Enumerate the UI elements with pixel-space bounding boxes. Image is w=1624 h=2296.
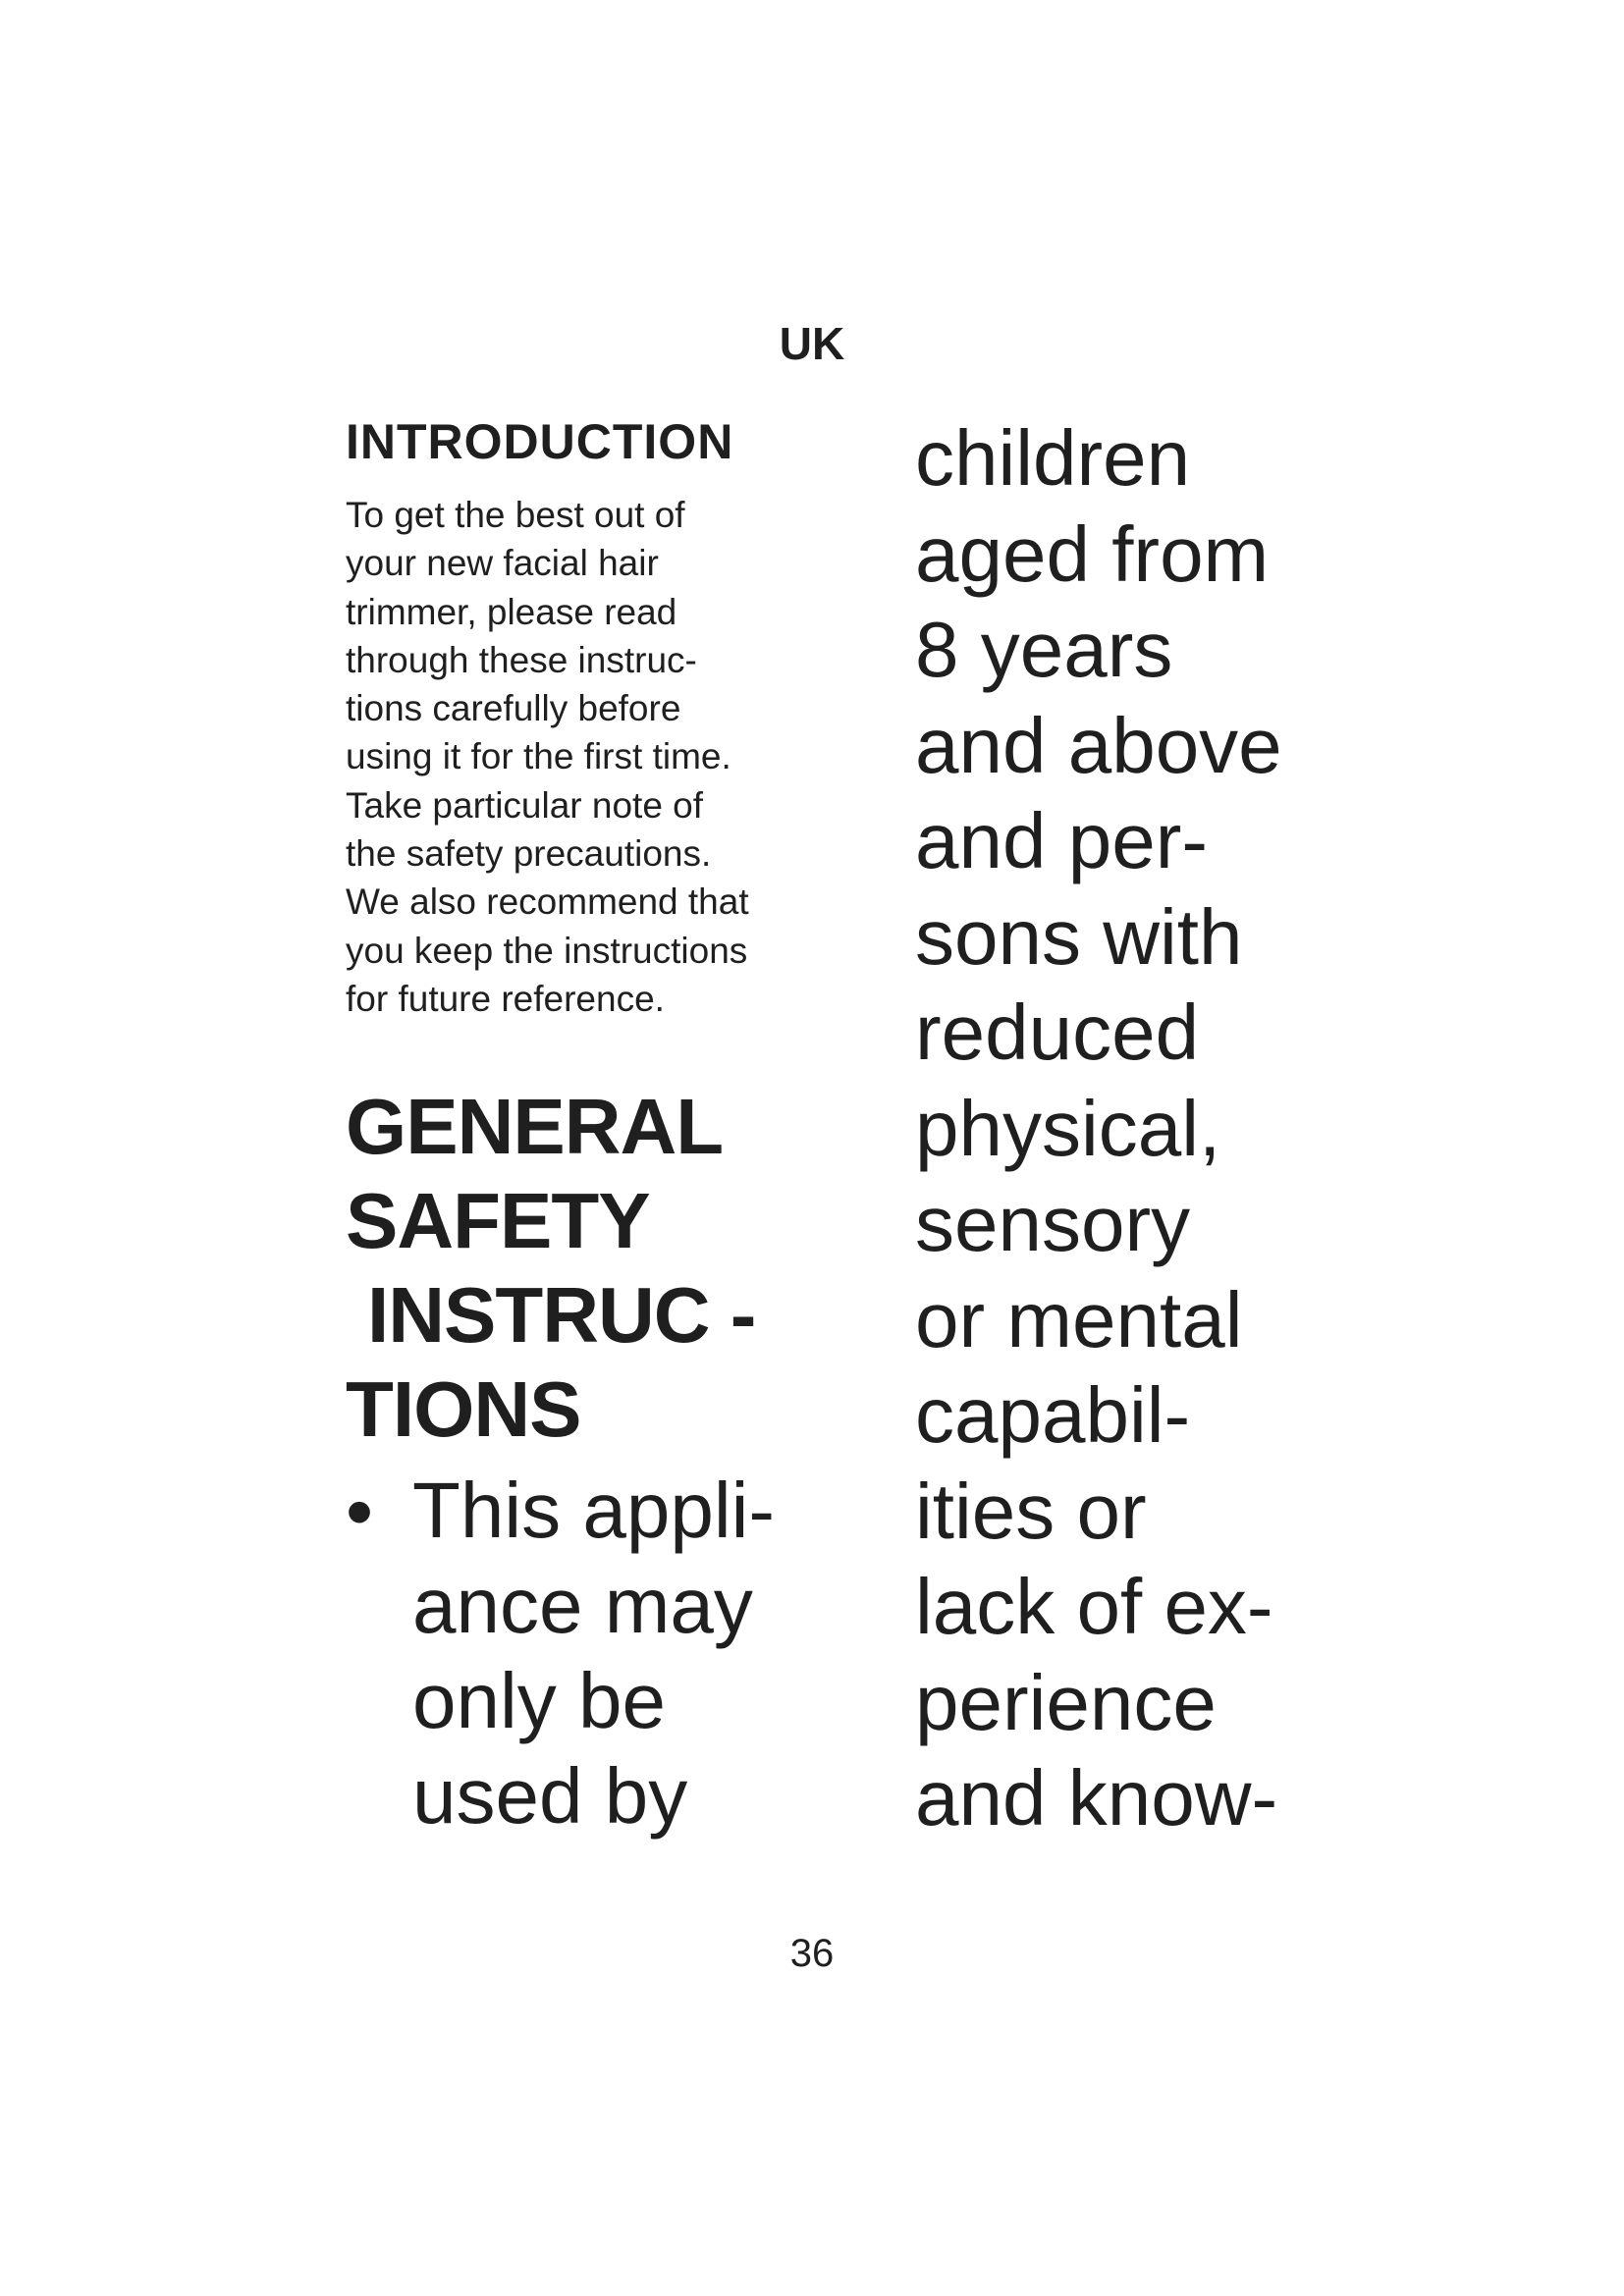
bullet-text-line: This appli-	[412, 1467, 776, 1555]
bullet-continuation-line: perience	[915, 1658, 1217, 1746]
introduction-line: for future reference.	[346, 978, 665, 1019]
introduction-line: through these instruc-	[346, 639, 697, 680]
bullet-continuation-line: sensory	[915, 1180, 1191, 1267]
introduction-line: We also recommend that	[346, 881, 749, 923]
safety-bullet-item	[346, 1463, 817, 1843]
bullet-continuation-line: sons with	[915, 892, 1243, 981]
bullet-continuation-line: capabil-	[915, 1371, 1191, 1459]
page-number: 36	[789, 1932, 835, 1975]
bullet-continuation-line: ities or	[915, 1467, 1147, 1555]
bullet-continuation-line: physical,	[915, 1084, 1221, 1172]
introduction-paragraph	[346, 491, 817, 1023]
safety-instructions-heading	[346, 1080, 817, 1457]
bullet-continuation-line: and above	[915, 701, 1282, 789]
right-column	[915, 410, 1347, 1846]
bullet-continuation-line: 8 years	[915, 606, 1173, 693]
introduction-line: your new facial hair	[346, 543, 659, 584]
bullet-continuation-line: children	[915, 414, 1191, 502]
bullet-continuation-line: lack of ex-	[915, 1563, 1273, 1650]
introduction-line: tions carefully before	[346, 688, 681, 729]
language-header: UK	[779, 318, 845, 369]
introduction-line: To get the best out of	[346, 495, 685, 535]
bullet-text-line: only be	[412, 1657, 666, 1745]
bullet-continuation-line: aged from	[915, 509, 1270, 598]
safety-heading-line: INSTRUC -	[367, 1271, 756, 1360]
left-column	[346, 412, 817, 1843]
bullet-continuation-line: or mental	[915, 1275, 1243, 1363]
bullet-text-line: used by	[412, 1752, 688, 1841]
bullet-text-line: ance may	[412, 1562, 753, 1650]
introduction-line: trimmer, please read	[346, 591, 677, 632]
introduction-line: you keep the instructions	[346, 930, 748, 971]
introduction-line: using it for the first time.	[346, 736, 731, 777]
introduction-line: Take particular note of	[346, 784, 704, 826]
introduction-line: the safety precautions.	[346, 833, 712, 875]
bullet-continuation-line: and know-	[915, 1754, 1278, 1842]
introduction-heading: INTRODUCTION	[346, 414, 734, 469]
safety-heading-line: GENERAL	[346, 1083, 724, 1171]
safety-heading-line: TIONS	[346, 1365, 581, 1454]
bullet-icon: •	[346, 1468, 374, 1556]
bullet-continuation-line: and per-	[915, 797, 1208, 884]
bullet-continuation-line: reduced	[915, 988, 1200, 1076]
safety-heading-line: SAFETY	[346, 1177, 650, 1265]
